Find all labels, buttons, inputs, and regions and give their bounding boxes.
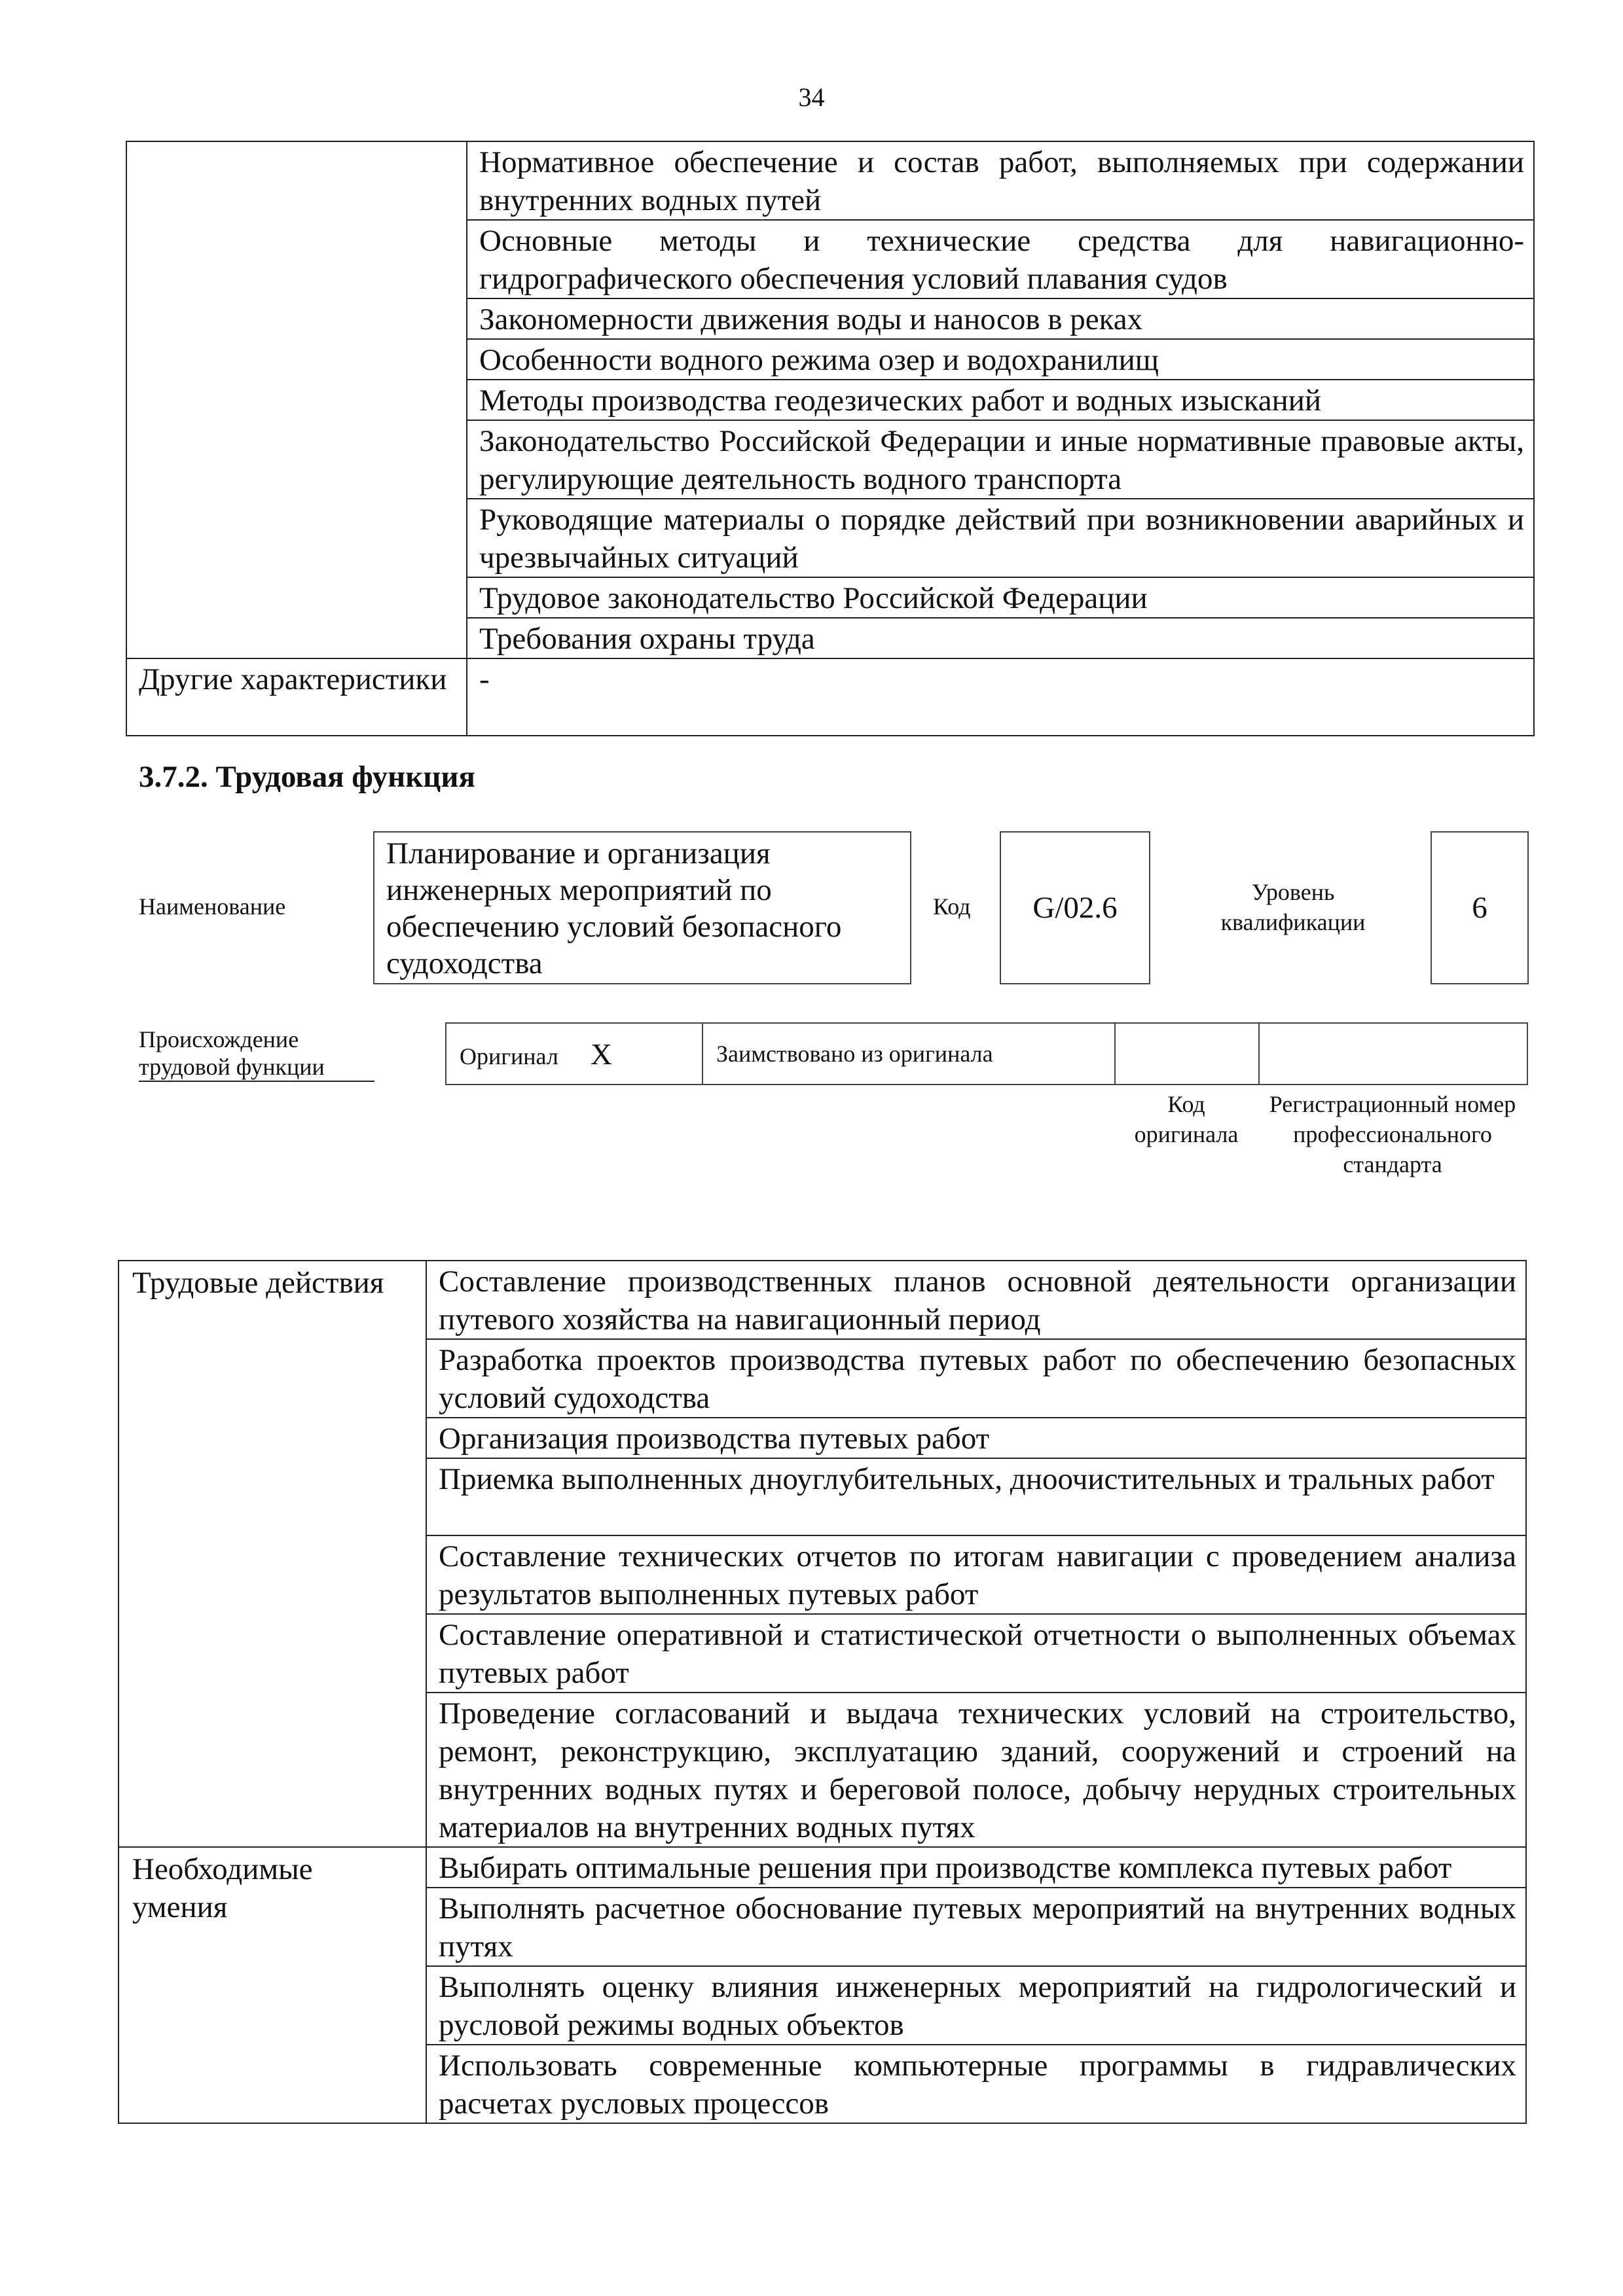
knowledge-item: Методы производства геодезических работ и водных изысканий [467, 380, 1534, 420]
qualification-level-box: 6 [1431, 831, 1529, 984]
qualification-level-label: Уровень квалификации [1220, 879, 1366, 935]
labor-action-item: Организация производства путевых работ [426, 1418, 1526, 1458]
knowledge-item: Нормативное обеспечение и состав работ, выполняемых при содержании внутренних водных путей [467, 141, 1534, 220]
labor-action-item: Приемка выполненных дноуглубительных, дноочистительных и тральных работ [426, 1458, 1526, 1535]
original-label: Оригинал [460, 1043, 558, 1069]
knowledge-table [126, 141, 1535, 736]
original-mark: X [590, 1037, 613, 1071]
knowledge-item: Требования охраны труда [467, 618, 1534, 658]
labor-actions-table [118, 1260, 1527, 2124]
other-characteristics-label: Другие характеристики [126, 658, 467, 736]
borrowed-label: Заимствовано из оригинала [702, 1023, 1115, 1085]
registration-number-cell [1259, 1023, 1527, 1085]
labor-action-item: Разработка проектов производства путевых работ по обеспечению безопасных условий судоходства [426, 1339, 1526, 1418]
knowledge-item: Руководящие материалы о порядке действий при возникновении аварийных и чрезвычайных ситуаций [467, 499, 1534, 577]
origin-table [445, 1022, 1528, 1085]
skill-item: Выполнять расчетное обоснование путевых мероприятий на внутренних водных путях [426, 1888, 1526, 1966]
labor-action-item: Составление технических отчетов по итогам навигации с проведением анализа результатов выполненных путевых работ [426, 1535, 1526, 1614]
original-cell [446, 1023, 702, 1085]
function-name-box: Планирование и организация инженерных мероприятий по обеспечению условий безопасного судоходства [373, 831, 911, 984]
origin-label: Происхождение трудовой функции [139, 1026, 374, 1082]
code-label: Код [933, 893, 971, 920]
knowledge-item: Особенности водного режима озер и водохранилищ [467, 339, 1534, 380]
other-characteristics-value: - [467, 658, 1534, 736]
name-label: Наименование [139, 893, 286, 920]
knowledge-label-cell [126, 141, 467, 658]
skill-item: Выполнять оценку влияния инженерных мероприятий на гидрологический и русловой режимы водных объектов [426, 1966, 1526, 2045]
section-title: 3.7.2. Трудовая функция [139, 760, 475, 794]
function-code-box: G/02.6 [1000, 831, 1150, 984]
knowledge-item: Трудовое законодательство Российской Федерации [467, 577, 1534, 618]
skills-label: Необходимые умения [119, 1847, 426, 2123]
knowledge-item: Основные методы и технические средства для навигационно-гидрографического обеспечения условий плавания судов [467, 220, 1534, 298]
labor-action-item: Проведение согласований и выдача технических условий на строительство, ремонт, реконструкцию, эксплуатацию зданий, сооружений и строений на внутренних водных путях и береговой полосе, добычу нерудных строительных материалов на внутренних водных путях [426, 1693, 1526, 1847]
labor-action-item: Составление оперативной и статистической отчетности о выполненных объемах путевых работ [426, 1614, 1526, 1693]
labor-action-item: Составление производственных планов основной деятельности организации путевого хозяйства на навигационный период [426, 1261, 1526, 1339]
original-code-cell [1115, 1023, 1259, 1085]
registration-number-caption: Регистрационный номер профессионального стандарта [1269, 1091, 1516, 1177]
labor-actions-label: Трудовые действия [119, 1261, 426, 1847]
skill-item: Использовать современные компьютерные программы в гидравлических расчетах русловых процессов [426, 2045, 1526, 2123]
knowledge-item: Закономерности движения воды и наносов в реках [467, 298, 1534, 339]
page-number: 34 [798, 82, 825, 112]
original-code-caption: Код оригинала [1134, 1091, 1239, 1147]
skill-item: Выбирать оптимальные решения при производстве комплекса путевых работ [426, 1847, 1526, 1888]
knowledge-item: Законодательство Российской Федерации и иные нормативные правовые акты, регулирующие деятельность водного транспорта [467, 420, 1534, 499]
